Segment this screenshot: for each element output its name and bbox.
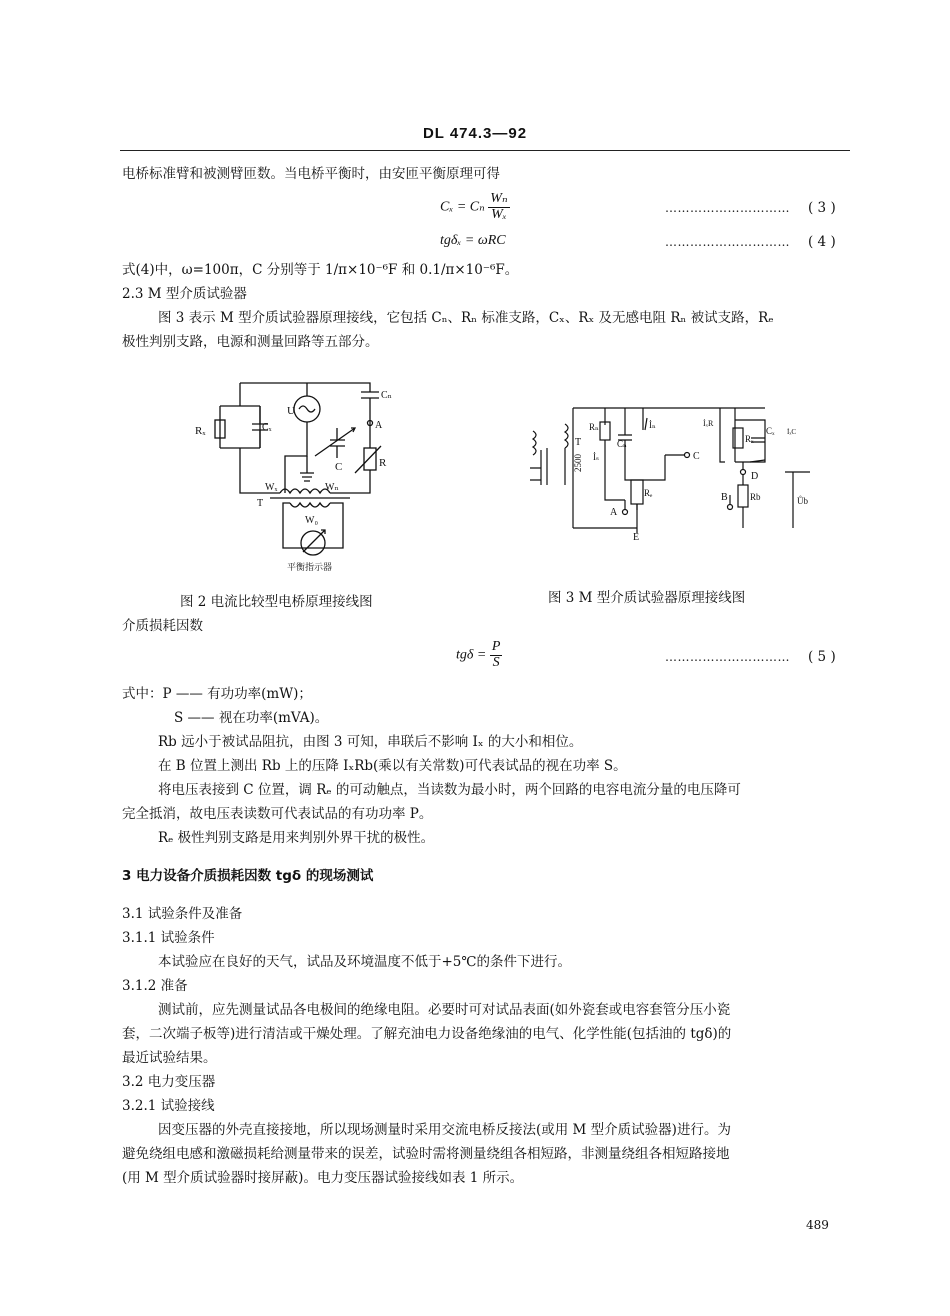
equation-4: tgδₓ = ωRC (440, 233, 506, 248)
paragraph: (用 M 型介质试验器时接屏蔽)。电力变压器试验接线如表 1 所示。 (122, 1170, 524, 1186)
paragraph: 图 3 表示 M 型介质试验器原理接线，它包括 Cₙ、Rₙ 标准支路，Cₓ、Rₓ 及无感电阻 Rₙ 被试支路，Rₑ (158, 310, 774, 326)
label-wn: Wₙ (325, 482, 339, 493)
resistor-r (364, 448, 376, 470)
section-heading: 3.1.1 试验条件 (122, 930, 215, 946)
paragraph: Rₑ 极性判别支路是用来判别外界干扰的极性。 (158, 830, 435, 846)
label-rx: Rₓ (195, 425, 206, 437)
equation-3-leader: ………………………… (665, 201, 790, 215)
paragraph: 在 B 位置上测出 Rb 上的压降 IₓRb(乘以有关常数)可代表试品的视在功率 S。 (158, 758, 627, 774)
equation-5-fraction (490, 640, 503, 670)
paragraph: 本试验应在良好的天气，试品及环境温度不低于+5℃的条件下进行。 (158, 954, 572, 970)
figure-2-caption: 图 2 电流比较型电桥原理接线图 (180, 594, 373, 610)
figure-2-diagram (195, 378, 420, 578)
label-d: D (751, 471, 759, 482)
section-heading: 2.3 M 型介质试验器 (122, 286, 247, 302)
paragraph: 避免绕组电感和激磁损耗给测量带来的误差，试验时需将测量绕组各相短路，非测量绕组各相短路接地 (122, 1146, 730, 1162)
paragraph: 电桥标准臂和被测臂匝数。当电桥平衡时，由安匝平衡原理可得 (122, 166, 500, 182)
equation-3 (440, 192, 510, 222)
equation-4-number: ( 4 ) (808, 234, 836, 250)
label-a: A (375, 420, 383, 431)
equation-5-numerator: P (491, 639, 501, 654)
section-heading: 3.1 试验条件及准备 (122, 906, 243, 922)
label-turns: 2500 (573, 454, 583, 472)
equation-5-denominator: S (492, 654, 500, 670)
label-r: R (379, 457, 387, 469)
label-rn: Rₙ (589, 422, 599, 432)
section-heading: 3 电力设备介质损耗因数 tgδ 的现场测试 (122, 868, 374, 884)
label-b: B (721, 492, 728, 503)
label-wx: Wₓ (265, 482, 278, 493)
label-rb: Rb (750, 492, 761, 502)
label-c: C (335, 461, 343, 473)
paragraph: 极性判别支路，电源和测量回路等五部分。 (122, 334, 379, 350)
page-number: 489 (806, 1218, 829, 1232)
label-ub: Ůb (797, 496, 808, 506)
header-rule (120, 150, 850, 151)
equation-4-leader: ………………………… (665, 235, 790, 249)
equation-3-numerator: Wₙ (490, 191, 508, 206)
equation-5-leader: ………………………… (665, 650, 790, 664)
document-header: DL 474.3—92 (422, 125, 528, 142)
paragraph: 将电压表接到 C 位置，调 Rₑ 的可动触点，当读数为最小时，两个回路的电容电流分量的电压降可 (158, 782, 741, 798)
label-c: C (693, 451, 700, 462)
resistor-rb (738, 485, 748, 507)
paragraph: 最近试验结果。 (122, 1050, 217, 1066)
equation-5-lhs: tgδ = (456, 647, 487, 663)
label-t: T (257, 498, 264, 509)
label-in: İₙ (649, 420, 656, 430)
paragraph: 介质损耗因数 (122, 618, 203, 634)
paragraph: 套，二次端子板等)进行清洁或干燥处理。了解充油电力设备绝缘油的电气、化学性能(包括油的 tgδ)的 (122, 1026, 732, 1042)
paragraph: 完全抵消，故电压表读数可代表试品的有功功率 P。 (122, 806, 433, 822)
label-ixr: İₓR (703, 419, 714, 428)
label-cx: Cₓ (262, 422, 272, 433)
equation-3-denominator: Wₓ (491, 206, 507, 222)
equation-3-lhs: Cₓ = Cₙ (440, 199, 485, 215)
paragraph: Rb 远小于被试品阻抗，由图 3 可知，串联后不影响 Iₓ 的大小和相位。 (158, 734, 583, 750)
label-re: Rₑ (644, 488, 653, 498)
section-heading: 3.1.2 准备 (122, 978, 188, 994)
label-a: A (610, 507, 618, 518)
paragraph: 式(4)中，ω=100π，C 分别等于 1/π×10⁻⁶F 和 0.1/π×10⁻⁶F。 (122, 262, 519, 278)
label-cn: Cₙ (617, 439, 627, 449)
label-is: İₛ (593, 452, 600, 462)
paragraph: 因变压器的外壳直接接地，所以现场测量时采用交流电桥反接法(或用 M 型介质试验器)进行。为 (158, 1122, 731, 1138)
label-indicator: 平衡指示器 (287, 562, 333, 572)
equation-5-number: ( 5 ) (808, 649, 836, 665)
balance-indicator-icon (301, 531, 325, 555)
label-rx: Rₓ (745, 434, 754, 444)
figure-3-caption: 图 3 M 型介质试验器原理接线图 (548, 590, 746, 606)
equation-5 (456, 640, 502, 670)
paragraph: 测试前，应先测量试品各电极间的绝缘电阻。必要时可对试品表面(如外瓷套或电容套管分压小瓷 (158, 1002, 731, 1018)
equation-3-fraction (488, 192, 509, 222)
paragraph: 式中：P —— 有功功率(mW)； (122, 686, 312, 702)
equation-3-number: ( 3 ) (808, 200, 836, 216)
label-t: T (575, 437, 582, 448)
label-cx: Cₓ (766, 426, 775, 436)
label-e: E (633, 532, 640, 540)
paragraph: S —— 视在功率(mVA)。 (174, 710, 329, 726)
figure-3-diagram (525, 400, 830, 540)
label-ixc: İₓC (787, 428, 797, 436)
label-u: U (287, 405, 295, 417)
label-cn: Cₙ (381, 390, 392, 401)
section-heading: 3.2 电力变压器 (122, 1074, 216, 1090)
section-heading: 3.2.1 试验接线 (122, 1098, 215, 1114)
label-w0: W₀ (305, 515, 318, 526)
